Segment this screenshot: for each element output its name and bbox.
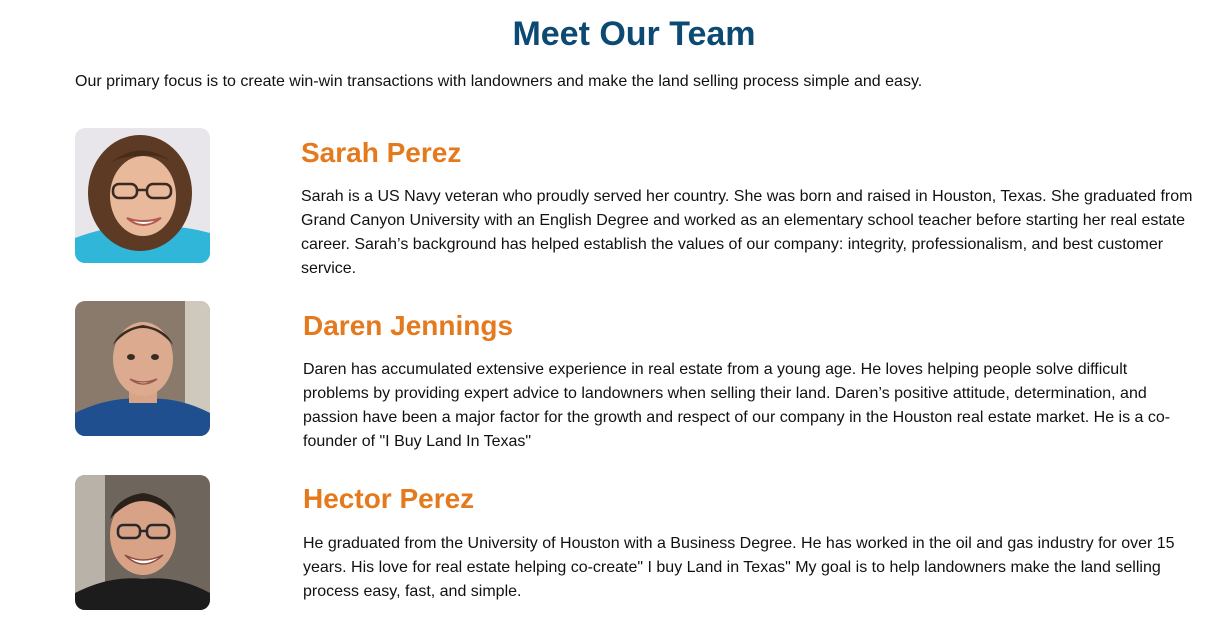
member-name: Hector Perez <box>303 483 475 514</box>
page-title: Meet Our Team <box>512 15 756 53</box>
intro-text: Our primary focus is to create win-win transactions with landowners and make the land selling process simple and easy. <box>75 73 923 90</box>
member-bio: He graduated from the University of Houston with a Business Degree. He has worked in the oil and gas industry for over 15 years. His love for real estate helping co-create" I buy Land in Texas" My goal is to help landowners make the land selling process easy, fast, and simple. <box>303 535 1175 600</box>
member-bio: Sarah is a US Navy veteran who proudly served her country. She was born and raised in Houston, Texas. She graduated from Grand Canyon University with an English Degree and worked as an elementary school teacher before starting her real estate career. Sarah’s background has helped establish the values of our company: integrity, professionalism, and best customer service. <box>301 188 1193 277</box>
avatar-hector-perez <box>75 475 210 610</box>
member-name: Daren Jennings <box>303 310 514 341</box>
avatar-sarah-perez <box>75 128 210 263</box>
member-bio: Daren has accumulated extensive experience in real estate from a young age. He loves helping people solve difficult problems by providing expert advice to landowners when selling their land. Daren’s positive attitude, determination, and passion have been a major factor for the growth and respect of our company in the Houston real estate market. He is a co-founder of "I Buy Land In Texas" <box>303 361 1171 450</box>
avatar-daren-jennings <box>75 301 210 436</box>
member-name: Sarah Perez <box>301 137 462 168</box>
